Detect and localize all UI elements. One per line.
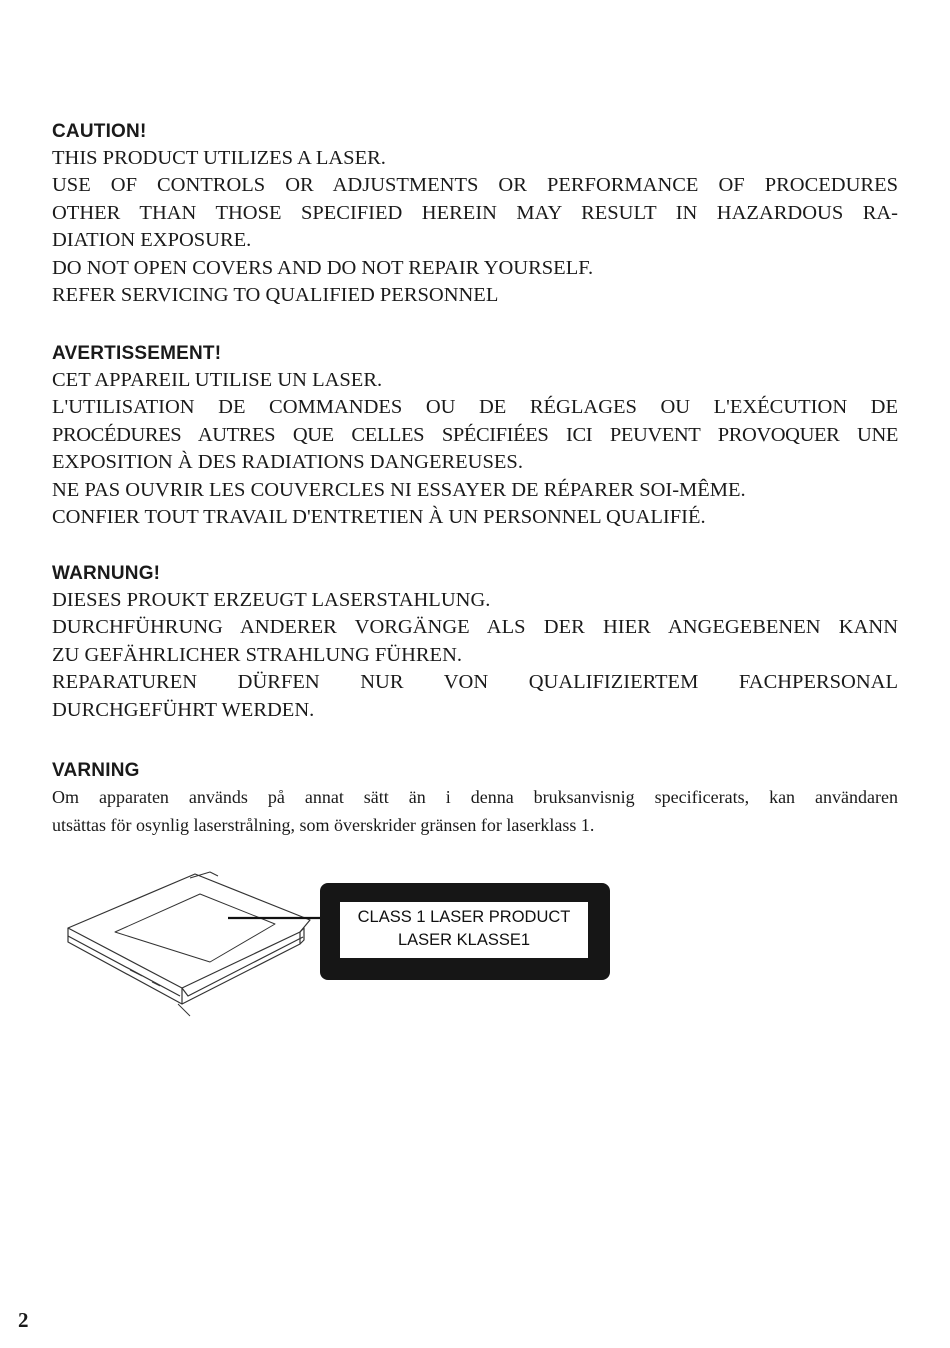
warnung-line-4: REPARATUREN DÜRFEN NUR VON QUALIFIZIERTEM FACHPERSONAL [52, 671, 898, 694]
warnung-heading: WARNUNG! [52, 563, 161, 584]
varning-section [52, 757, 898, 839]
avertissement-line-6: CONFIER TOUT TRAVAIL D'ENTRETIEN À UN PERSONNEL QUALIFIÉ. [52, 506, 706, 529]
varning-heading: VARNING [52, 760, 140, 781]
label-line-1: CLASS 1 LASER PRODUCT [357, 908, 571, 926]
avertissement-line-4: EXPOSITION À DES RADIATIONS DANGEREUSES. [52, 451, 523, 474]
warnung-section [52, 560, 898, 724]
warnung-line-3: ZU GEFÄHRLICHER STRAHLUNG FÜHREN. [52, 643, 463, 666]
warnung-line-5: DURCHGEFÜHRT WERDEN. [52, 698, 315, 721]
caution-section [52, 118, 898, 309]
avertissement-section [52, 340, 898, 531]
caution-line-6: REFER SERVICING TO QUALIFIED PERSONNEL [52, 284, 499, 307]
warnung-line-1: DIESES PROUKT ERZEUGT LASERSTAHLUNG. [52, 589, 491, 611]
laser-class-label [320, 883, 610, 980]
page-number: 2 [18, 1308, 29, 1332]
avertissement-line-5: NE PAS OUVRIR LES COUVERCLES NI ESSAYER DE RÉPARER SOI-MÊME. [52, 478, 746, 501]
caution-line-4: DIATION EXPOSURE. [52, 229, 252, 252]
caution-line-2: USE OF CONTROLS OR ADJUSTMENTS OR PERFORMANCE OF PROCEDURES [52, 174, 898, 197]
avertissement-line-3: PROCÉDURES AUTRES QUE CELLES SPÉCIFIÉES ICI PEUVENT PROVOQUER UNE [52, 423, 898, 446]
avertissement-line-2: L'UTILISATION DE COMMANDES OU DE RÉGLAGES OU L'EXÉCUTION DE [52, 396, 898, 419]
caution-line-3: OTHER THAN THOSE SPECIFIED HEREIN MAY RESULT IN HAZARDOUS RA- [52, 201, 898, 224]
laser-class-label-text [340, 902, 588, 958]
avertissement-heading: AVERTISSEMENT! [52, 343, 222, 364]
varning-line-1: Om apparaten används på annat sätt än i denna bruksanvisnig specificerats, kan användaren [52, 787, 898, 807]
caution-line-1: THIS PRODUCT UTILIZES A LASER. [52, 147, 386, 169]
label-line-2: LASER KLASSE1 [397, 931, 531, 949]
varning-line-2: utsättas för osynlig laserstrålning, som överskrider gränsen for laserklass 1. [52, 814, 595, 835]
warnung-line-2: DURCHFÜHRUNG ANDERER VORGÄNGE ALS DER HIER ANGEGEBENEN KANN [52, 616, 898, 639]
caution-line-5: DO NOT OPEN COVERS AND DO NOT REPAIR YOURSELF. [52, 256, 594, 279]
caution-heading: CAUTION! [52, 121, 147, 142]
avertissement-line-1: CET APPAREIL UTILISE UN LASER. [52, 369, 383, 391]
